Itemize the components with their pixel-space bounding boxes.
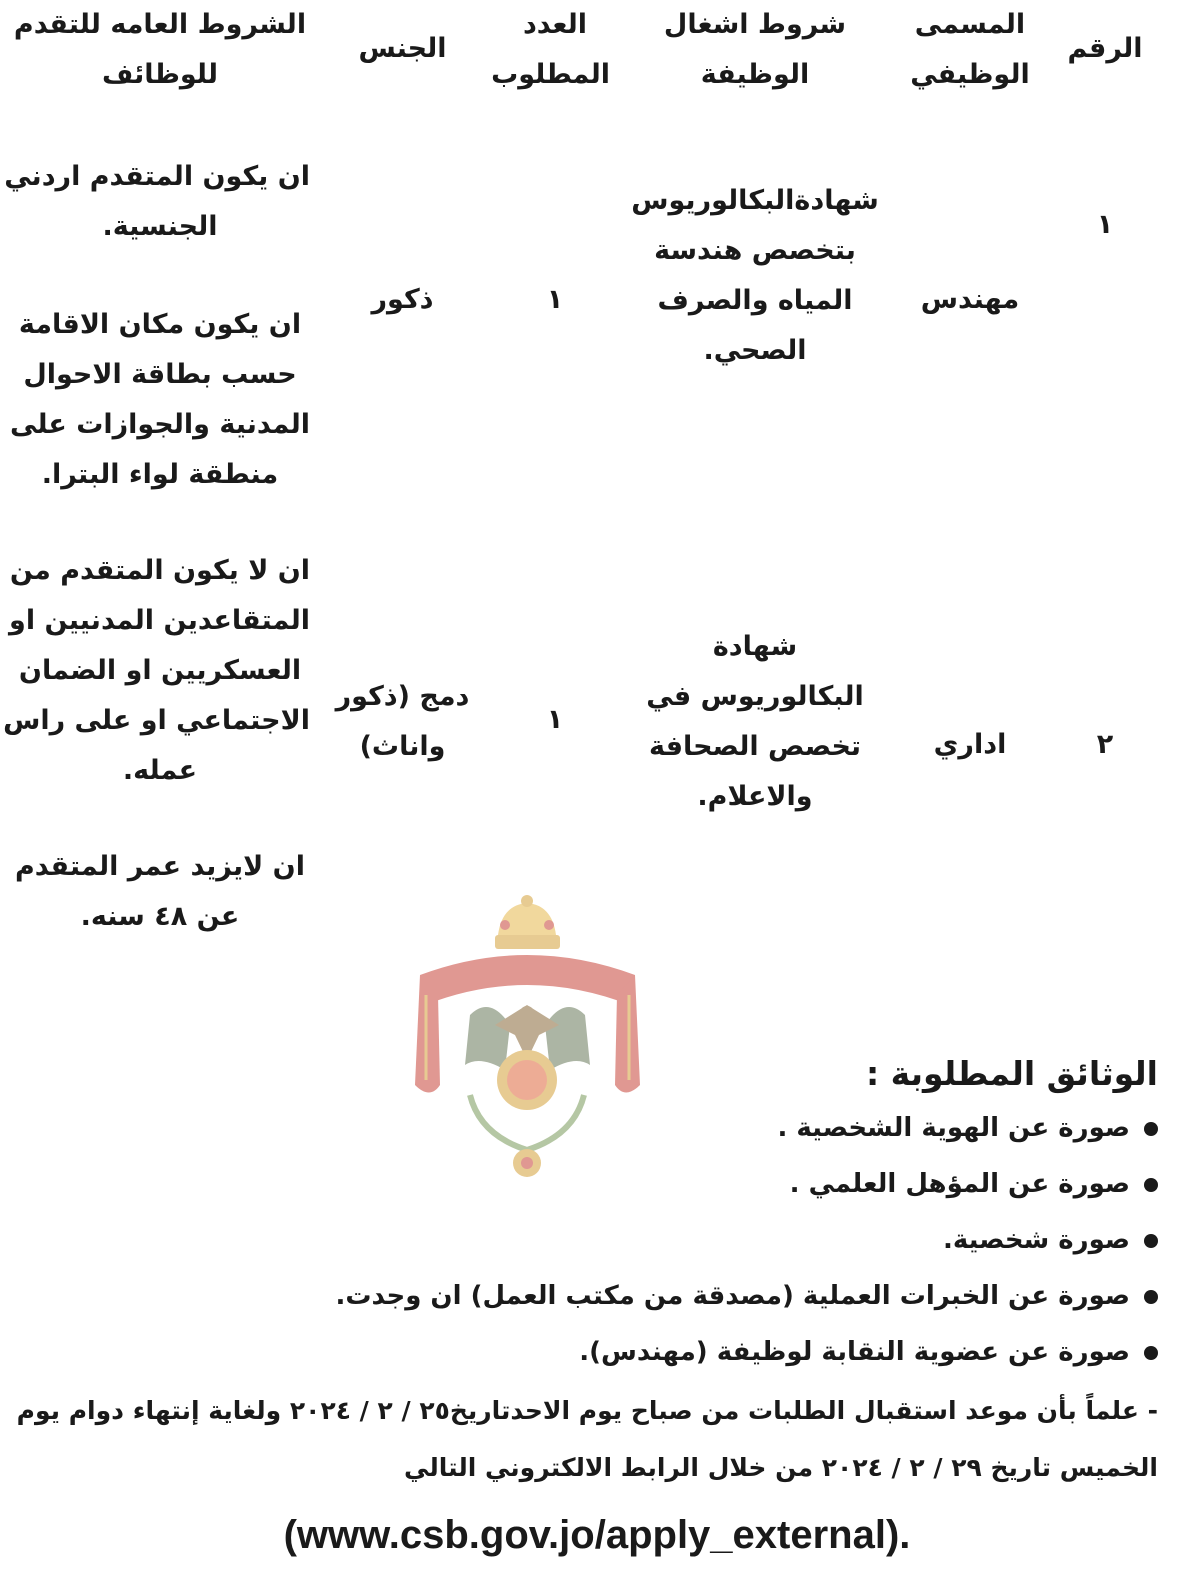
row2-gender-line: واناث)	[359, 731, 446, 762]
header-gender	[320, 24, 485, 74]
header-conditions-line: الوظيفة	[700, 59, 810, 90]
row2-job-title: اداري	[933, 729, 1007, 760]
row1-conditions-line: بتخصص هندسة	[654, 235, 856, 266]
row1-conditions	[620, 176, 890, 376]
header-job-title-line: المسمى	[914, 9, 1026, 40]
required-documents	[335, 1048, 1158, 1380]
list-item	[335, 1324, 1158, 1380]
general-condition-line: عن ٤٨ سنه.	[80, 901, 240, 932]
row1-conditions-line: شهادةالبكالوريوس	[631, 185, 879, 216]
general-condition-line: ان لايزيد عمر المتقدم	[15, 851, 305, 882]
general-condition-line: الجنسية.	[102, 211, 218, 242]
list-item	[335, 1212, 1158, 1268]
row1-job-title: مهندس	[920, 284, 1020, 315]
header-gender-text: الجنس	[358, 33, 447, 64]
general-condition-line: ان يكون مكان الاقامة	[18, 309, 302, 340]
row1-conditions-line: الصحي.	[703, 335, 807, 366]
general-condition-3	[3, 546, 310, 796]
general-condition-2	[10, 300, 310, 500]
general-condition-4	[10, 842, 310, 942]
general-condition-line: ان لا يكون المتقدم من	[9, 555, 310, 586]
header-job-title-line: الوظيفي	[910, 59, 1030, 90]
list-item	[335, 1268, 1158, 1324]
general-condition-line: العسكريين او الضمان	[18, 655, 302, 686]
row2-number: ٢	[1096, 729, 1114, 760]
row2-gender	[320, 672, 485, 772]
general-condition-line: المتقاعدين المدنيين او	[9, 605, 310, 636]
documents-title: الوثائق المطلوبة :	[865, 1054, 1158, 1093]
header-general-line: الشروط العامه للتقدم	[13, 9, 307, 40]
bullet-icon	[1144, 1178, 1158, 1192]
list-item	[335, 1156, 1158, 1212]
row1-number: ١	[1096, 209, 1114, 240]
row2-gender-line: دمج (ذكور	[335, 681, 470, 712]
header-count-line: العدد	[522, 9, 588, 40]
documents-list	[335, 1100, 1158, 1380]
row2-conditions-line: والاعلام.	[697, 781, 813, 812]
document-text: صورة شخصية.	[943, 1225, 1130, 1255]
header-number-text: الرقم	[1067, 33, 1143, 64]
bullet-icon	[1144, 1290, 1158, 1304]
header-general-conditions	[10, 0, 310, 100]
apply-link[interactable]: (www.csb.gov.jo/apply_external).	[283, 1513, 911, 1557]
row1-conditions-line: المياه والصرف	[657, 285, 853, 316]
general-condition-line: عمله.	[122, 755, 198, 786]
general-condition-line: ان يكون المتقدم اردني	[4, 161, 310, 192]
general-condition-line: حسب بطاقة الاحوال	[23, 359, 297, 390]
document-text: صورة عن المؤهل العلمي .	[789, 1169, 1130, 1199]
header-conditions	[620, 0, 890, 100]
header-count-line: المطلوب	[491, 59, 610, 90]
row2-conditions-line: البكالوريوس في	[646, 681, 864, 712]
header-conditions-line: شروط اشغال	[663, 9, 847, 40]
row2-count: ١	[546, 704, 564, 735]
general-condition-line: منطقة لواء البترا.	[41, 459, 279, 490]
document-text: صورة عن الهوية الشخصية .	[777, 1113, 1130, 1143]
header-number	[1050, 24, 1160, 74]
row2-conditions-line: تخصص الصحافة	[648, 731, 862, 762]
row1-count: ١	[546, 284, 564, 315]
bullet-icon	[1144, 1122, 1158, 1136]
row2-conditions-line: شهادة	[712, 631, 798, 662]
header-job-title	[895, 0, 1045, 100]
general-condition-line: المدنية والجوازات على	[10, 409, 310, 440]
bullet-icon	[1144, 1234, 1158, 1248]
header-general-line: للوظائف	[102, 59, 218, 90]
bullet-icon	[1144, 1346, 1158, 1360]
row1-gender	[320, 275, 485, 325]
row1-gender-line: ذكور	[371, 284, 434, 315]
header-count	[491, 0, 610, 100]
list-item	[335, 1100, 1158, 1156]
general-condition-line: الاجتماعي او على راس	[3, 705, 310, 736]
row2-conditions	[620, 622, 890, 822]
general-condition-1	[4, 152, 310, 252]
application-note-line1: - علماً بأن موعد استقبال الطلبات من صباح يوم الاحدتاريخ٢٥ / ٢ / ٢٠٢٤ ولغاية إنتهاء دوام يوم	[16, 1396, 1158, 1425]
document-text: صورة عن الخبرات العملية (مصدقة من مكتب العمل) ان وجدت.	[335, 1281, 1130, 1311]
document-text: صورة عن عضوية النقابة لوظيفة (مهندس).	[579, 1337, 1130, 1367]
application-note-line2: الخميس تاريخ ٢٩ / ٢ / ٢٠٢٤ من خلال الرابط الالكتروني التالي	[404, 1453, 1158, 1482]
